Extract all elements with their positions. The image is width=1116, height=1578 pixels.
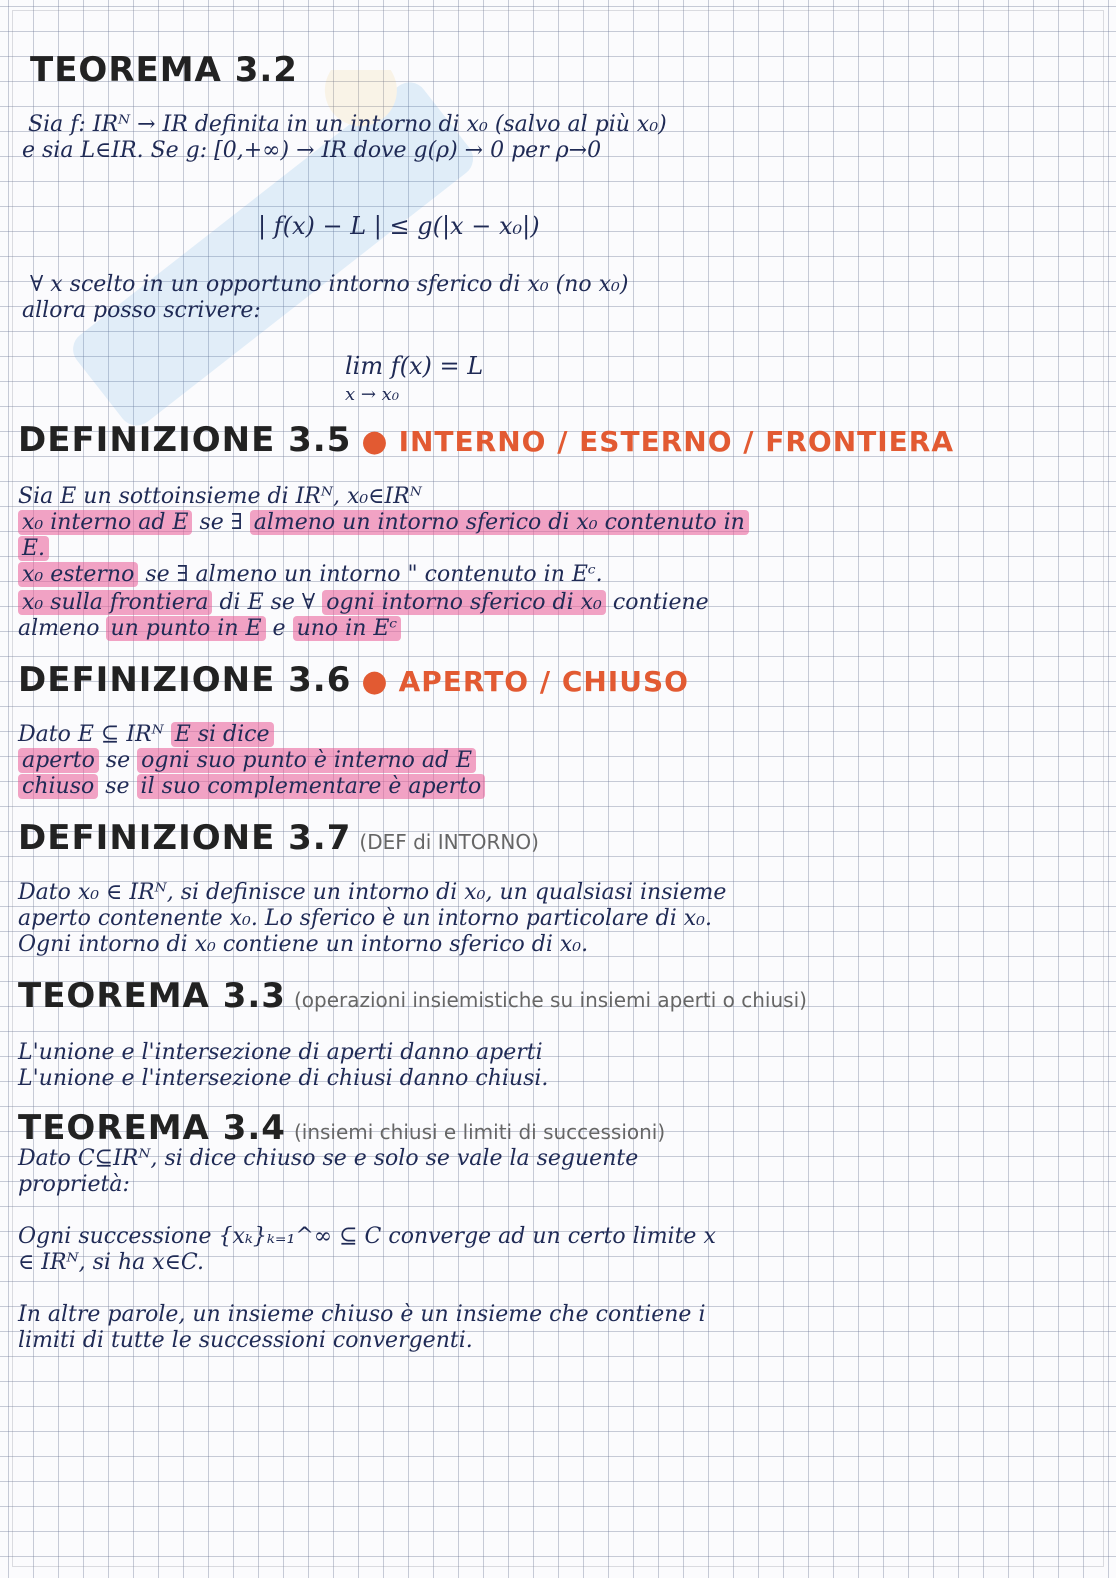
teorema-3-4-line-1: Dato C⊆IRᴺ, si dice chiuso se e solo se vale la seguente: [18, 1146, 639, 1171]
highlight: ogni suo punto è interno ad E: [137, 748, 476, 773]
teorema-3-2-title: TEOREMA 3.2: [30, 50, 298, 90]
definizione-3-7-line-1: Dato x₀ ∈ IRᴺ, si definisce un intorno di x₀, un qualsiasi insieme: [18, 880, 727, 905]
teorema-3-2-line-2: e sia L∈IR. Se g: [0,+∞) → IR dove g(ρ) → 0 per ρ→0: [22, 138, 602, 163]
teorema-3-2-limit-sub: x → x₀: [345, 384, 400, 405]
highlight: almeno un intorno sferico di x₀ contenuto in: [250, 510, 749, 535]
definizione-3-5-line-6: almeno un punto in E e uno in Eᶜ: [18, 616, 401, 641]
definizione-3-6-line-2: aperto se ogni suo punto è interno ad E: [18, 748, 476, 773]
teorema-3-3-line-1: L'unione e l'intersezione di aperti danno aperti: [18, 1040, 543, 1065]
teorema-3-2-line-1: Sia f: IRᴺ → IR definita in un intorno di x₀ (salvo al più x₀): [28, 112, 667, 137]
highlight: x₀ sulla frontiera: [18, 590, 212, 615]
teorema-3-4-line-4: ∈ IRᴺ, si ha x∈C.: [18, 1250, 204, 1275]
teorema-3-4-title: TEOREMA 3.4 (insiemi chiusi e limiti di successioni): [18, 1108, 666, 1148]
definizione-3-6-line-3: chiuso se il suo complementare è aperto: [18, 774, 485, 799]
definizione-3-5-title: DEFINIZIONE 3.5 ● INTERNO / ESTERNO / FRONTIERA: [18, 420, 955, 460]
highlight: x₀ esterno: [18, 562, 138, 587]
teorema-3-2-limit: lim f(x) = L: [345, 352, 484, 380]
highlight: x₀ interno ad E: [18, 510, 192, 535]
teorema-3-4-line-3: Ogni successione {xₖ}ₖ₌₁^∞ ⊆ C converge ad un certo limite x: [18, 1224, 716, 1249]
teorema-3-4-line-5: In altre parole, un insieme chiuso è un insieme che contiene i: [18, 1302, 706, 1327]
teorema-3-2-after-2: allora posso scrivere:: [22, 298, 261, 323]
highlight: un punto in E: [106, 616, 265, 641]
highlight: uno in Eᶜ: [293, 616, 402, 641]
highlight: aperto: [18, 748, 99, 773]
teorema-3-3-title: TEOREMA 3.3 (operazioni insiemistiche su insiemi aperti o chiusi): [18, 976, 807, 1016]
definizione-3-5-line-4: x₀ esterno se ∃ almeno un intorno " contenuto in Eᶜ.: [18, 562, 603, 587]
definizione-3-7-line-3: Ogni intorno di x₀ contiene un intorno sferico di x₀.: [18, 932, 589, 957]
highlight: ogni intorno sferico di x₀: [322, 590, 606, 615]
definizione-3-7-title: DEFINIZIONE 3.7 (DEF di INTORNO): [18, 818, 539, 858]
teorema-3-4-line-2: proprietà:: [18, 1172, 130, 1197]
definizione-3-5-line-3: [18, 536, 49, 561]
highlight: E.: [18, 536, 49, 561]
teorema-3-2-formula: | f(x) − L | ≤ g(|x − x₀|): [258, 212, 540, 240]
teorema-3-3-line-2: L'unione e l'intersezione di chiusi danno chiusi.: [18, 1066, 549, 1091]
definizione-3-5-line-5: x₀ sulla frontiera di E se ∀ ogni intorno sferico di x₀ contiene: [18, 590, 709, 615]
definizione-3-7-line-2: aperto contenente x₀. Lo sferico è un intorno particolare di x₀.: [18, 906, 712, 931]
definizione-3-5-line-2: x₀ interno ad E se ∃ almeno un intorno sferico di x₀ contenuto in: [18, 510, 749, 535]
teorema-3-4-line-6: limiti di tutte le successioni convergenti.: [18, 1328, 473, 1353]
highlight: il suo complementare è aperto: [137, 774, 486, 799]
highlight: E si dice: [171, 722, 274, 747]
teorema-3-2-after-1: ∀ x scelto in un opportuno intorno sferico di x₀ (no x₀): [30, 272, 629, 297]
definizione-3-5-line-1: Sia E un sottoinsieme di IRᴺ, x₀∈IRᴺ: [18, 484, 422, 509]
definizione-3-6-title: DEFINIZIONE 3.6 ● APERTO / CHIUSO: [18, 660, 689, 700]
definizione-3-6-line-1: Dato E ⊆ IRᴺ E si dice: [18, 722, 274, 747]
highlight: chiuso: [18, 774, 98, 799]
